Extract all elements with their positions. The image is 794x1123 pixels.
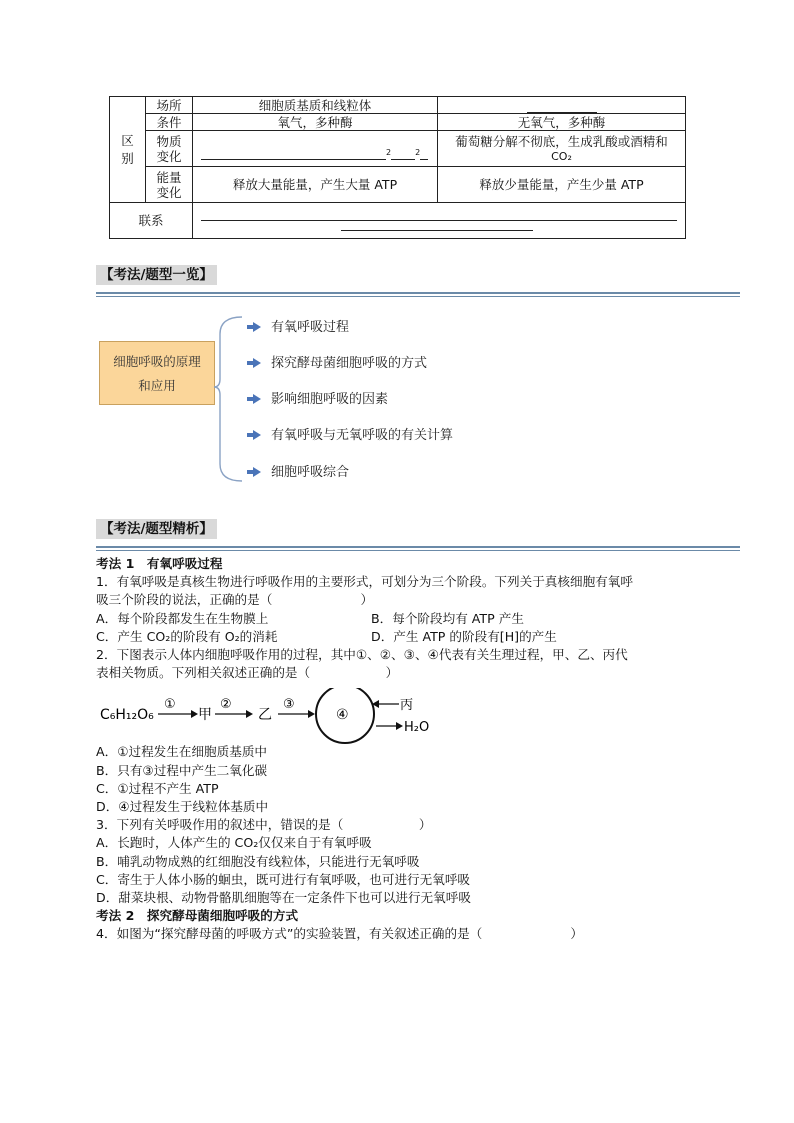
link-blank — [193, 203, 686, 239]
q1-option-b: B．每个阶段均有 ATP 产生 — [371, 611, 524, 626]
q2-stem-line2: 表相关物质。下列相关叙述正确的是（ ） — [96, 665, 399, 680]
arrow-right-icon — [253, 430, 261, 440]
diagram-water: H₂O — [404, 720, 430, 735]
mindmap-bracket — [214, 314, 244, 484]
q2-option-b: B．只有③过程中产生二氧化碳 — [96, 763, 268, 778]
mindmap-branch-4: 有氧呼吸与无氧呼吸的有关计算 — [253, 427, 453, 445]
anaerobic-location-blank — [438, 97, 686, 114]
anaerobic-substance-line1: 葡萄糖分解不彻底，生成乳酸或酒精和 — [455, 133, 668, 149]
mindmap-branch-5: 细胞呼吸综合 — [253, 464, 349, 482]
section-title-analysis: 【考法/题型精析】 — [96, 519, 217, 539]
diagram-process-4: ④ — [336, 707, 349, 723]
q1-option-d: D．产生 ATP 的阶段有[H]的产生 — [371, 629, 557, 644]
anaerobic-condition: 无氧气，多种酶 — [438, 114, 686, 131]
q3-option-b: B．哺乳动物成熟的红细胞没有线粒体，只能进行无氧呼吸 — [96, 854, 420, 869]
respiration-process-diagram — [96, 688, 456, 750]
sub-2b: 2 — [415, 148, 421, 157]
link-label: 联系 — [110, 203, 193, 239]
q3-stem: 3．下列有关呼吸作用的叙述中，错误的是（ ） — [96, 817, 432, 832]
diagram-process-1: ① — [164, 697, 176, 712]
q4-stem: 4．如图为“探究酵母菌的呼吸方式”的实验装置，有关叙述正确的是（ ） — [96, 926, 584, 941]
arrow-right-icon — [253, 467, 261, 477]
method-1-title: 考法 1 有氧呼吸过程 — [96, 556, 223, 571]
difference-label: 区 别 — [110, 97, 146, 203]
sub-2a: 2 — [386, 148, 392, 157]
q3-option-d: D．甜菜块根、动物骨骼肌细胞等在一定条件下也可以进行无氧呼吸 — [96, 890, 471, 905]
section-rule — [96, 546, 740, 551]
q1-option-c: C．产生 CO₂的阶段有 O₂的消耗 — [96, 629, 278, 644]
diagram-jia: 甲 — [198, 707, 212, 723]
row-label-energy: 能量 变化 — [146, 167, 193, 203]
diagram-process-2: ② — [220, 697, 232, 712]
arrow-right-icon — [253, 394, 261, 404]
arrow-head — [308, 710, 315, 718]
aerobic-location: 细胞质基质和线粒体 — [193, 97, 438, 114]
mindmap-branch-3: 影响细胞呼吸的因素 — [253, 391, 388, 409]
q2-option-d: D．④过程发生于线粒体基质中 — [96, 799, 269, 814]
arrow-head — [396, 722, 403, 730]
mindmap-branch-1: 有氧呼吸过程 — [253, 319, 349, 337]
anaerobic-energy: 释放少量能量，产生少量 ATP — [438, 167, 686, 203]
section-rule — [96, 292, 740, 297]
mindmap-branch-2: 探究酵母菌细胞呼吸的方式 — [253, 355, 427, 373]
arrow-head — [191, 710, 198, 718]
mindmap-center: 细胞呼吸的原理和应用 — [99, 341, 215, 405]
arrow-head — [246, 710, 253, 718]
respiration-comparison-table — [109, 96, 686, 239]
diagram-bing: 丙 — [400, 698, 414, 713]
aerobic-condition: 氧气，多种酶 — [193, 114, 438, 131]
diagram-process-3: ③ — [283, 697, 295, 712]
row-label-condition: 条件 — [146, 114, 193, 131]
q3-option-a: A．长跑时，人体产生的 CO₂仅仅来自于有氧呼吸 — [96, 835, 372, 850]
section-title-overview: 【考法/题型一览】 — [96, 265, 217, 285]
arrow-right-icon — [253, 322, 261, 332]
q2-stem-line1: 2．下图表示人体内细胞呼吸作用的过程，其中①、②、③、④代表有关生理过程，甲、乙、丙代 — [96, 647, 628, 662]
diagram-glucose: C₆H₁₂O₆ — [100, 707, 154, 723]
q1-stem-line2: 吸三个阶段的说法，正确的是（ ） — [96, 592, 374, 607]
diagram-yi: 乙 — [258, 707, 272, 723]
q2-option-c: C．①过程不产生 ATP — [96, 781, 219, 796]
row-label-location: 场所 — [146, 97, 193, 114]
row-label-substance: 物质 变化 — [146, 131, 193, 167]
q1-option-a: A．每个阶段都发生在生物膜上 — [96, 611, 269, 626]
method-2-title: 考法 2 探究酵母菌细胞呼吸的方式 — [96, 908, 299, 923]
aerobic-substance-blank — [193, 131, 438, 167]
q3-option-c: C．寄生于人体小肠的蛔虫，既可进行有氧呼吸，也可进行无氧呼吸 — [96, 872, 471, 887]
arrow-right-icon — [253, 358, 261, 368]
aerobic-energy: 释放大量能量，产生大量 ATP — [193, 167, 438, 203]
anaerobic-substance-line2: CO₂ — [551, 149, 572, 163]
q2-option-a: A．①过程发生在细胞质基质中 — [96, 744, 268, 759]
anaerobic-substance — [438, 131, 686, 167]
q1-stem-line1: 1．有氧呼吸是真核生物进行呼吸作用的主要形式，可划分为三个阶段。下列关于真核细胞有氧呼 — [96, 574, 633, 589]
